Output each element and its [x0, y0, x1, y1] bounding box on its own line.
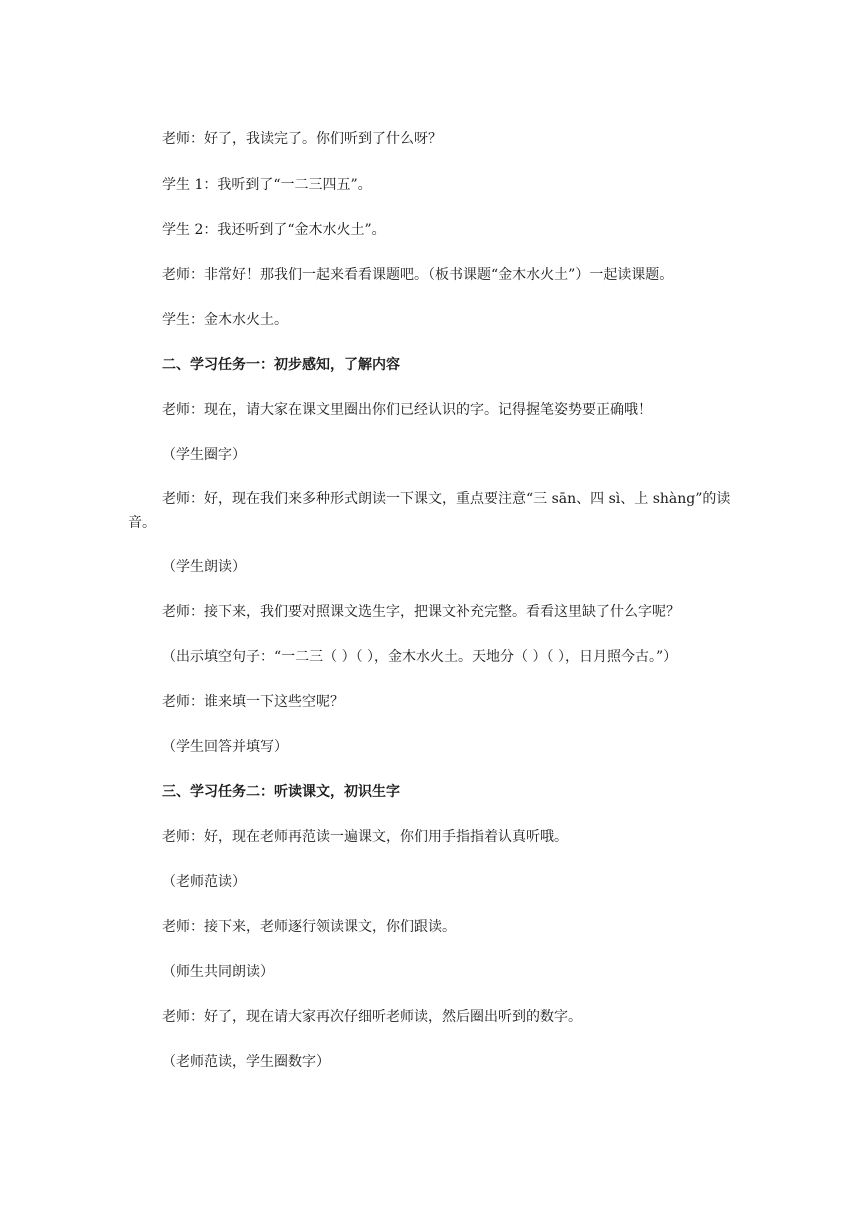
- dialogue-line: 老师：好了，我读完了。你们听到了什么呀？: [162, 131, 442, 147]
- stage-direction: （师生共同朗读）: [162, 964, 274, 980]
- dialogue-line: 老师：现在，请大家在课文里圈出你们已经认识的字。记得握笔姿势要正确哦！: [162, 402, 652, 418]
- dialogue-line: 老师：非常好！那我们一起来看看课题吧。（板书课题“金木水火土”）一起读课题。: [162, 267, 674, 283]
- dialogue-line: 老师：谁来填一下这些空呢？: [162, 694, 344, 710]
- stage-direction: （出示填空句子：“一二三（ ）（ ），金木水火土。天地分（ ）（ ），日月照今古。”）: [162, 649, 678, 665]
- dialogue-line: 老师：好了，现在请大家再次仔细听老师读，然后圈出听到的数字。: [162, 1009, 582, 1025]
- dialogue-line: 老师：接下来，我们要对照课文选生字，把课文补充完整。看看这里缺了什么字呢？: [162, 604, 680, 620]
- stage-direction: （老师范读）: [162, 874, 246, 890]
- stage-direction: （学生回答并填写）: [162, 739, 288, 755]
- dialogue-line: 老师：接下来，老师逐行领读课文，你们跟读。: [162, 919, 456, 935]
- dialogue-line: 学生 2：我还听到了“金木水火土”。: [162, 222, 386, 238]
- section-heading: 二、学习任务一：初步感知，了解内容: [162, 357, 400, 373]
- stage-direction: （学生朗读）: [162, 559, 246, 575]
- section-heading: 三、学习任务二：听读课文，初识生字: [162, 784, 400, 800]
- dialogue-line: 老师：好，现在我们来多种形式朗读一下课文，重点要注意“三 sān、四 sì、上 shàng”的读音。: [128, 491, 731, 531]
- stage-direction: （老师范读，学生圈数字）: [162, 1054, 330, 1070]
- dialogue-line: 学生 1：我听到了“一二三四五”。: [162, 177, 372, 193]
- stage-direction: （学生圈字）: [162, 447, 246, 463]
- dialogue-line: 老师：好，现在老师再范读一遍课文，你们用手指指着认真听哦。: [162, 829, 568, 845]
- dialogue-line: 学生：金木水火土。: [162, 312, 288, 328]
